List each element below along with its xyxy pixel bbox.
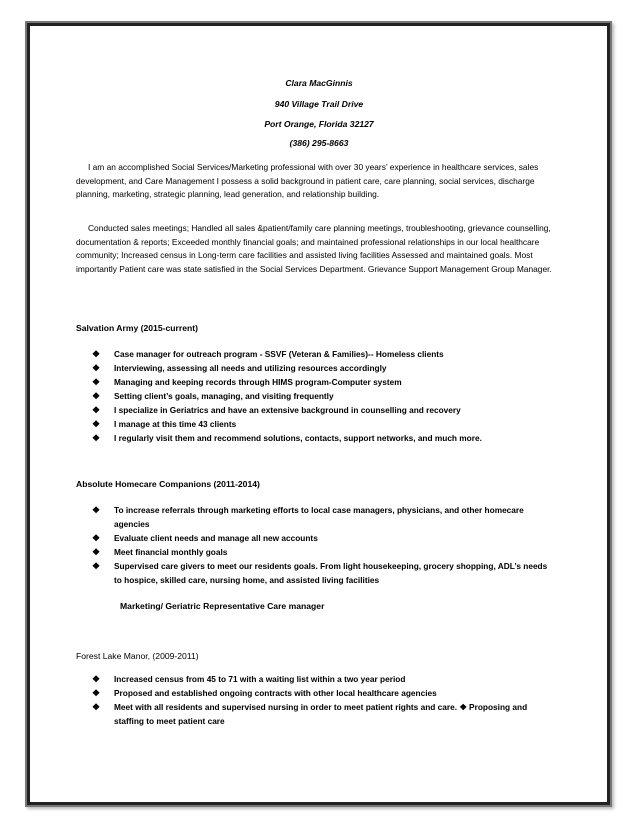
diamond-bullet-icon: ❖ [92, 547, 101, 557]
list-item: ❖ I regularly visit them and recommend solutions, contacts, support networks, and much more. [92, 433, 482, 443]
diamond-bullet-icon: ❖ [92, 377, 101, 387]
diamond-bullet-icon: ❖ [92, 349, 101, 359]
contact-city: Port Orange, Florida 32127 [264, 119, 374, 129]
bullet-list-absolute-homecare [92, 503, 552, 587]
list-item: ❖ Meet with all residents and supervised nursing in order to meet patient rights and care. ❖ Proposing and staffing to meet patient care [92, 702, 528, 726]
diamond-bullet-icon: ❖ [92, 391, 101, 401]
job-title-forest-lake: Forest Lake Manor, (2009-2011) [76, 651, 199, 661]
list-item: ❖ I specialize in Geriatrics and have an extensive background in counselling and recovery [92, 405, 461, 415]
diamond-bullet-icon: ❖ [92, 505, 101, 515]
list-item: ❖ Setting client’s goals, managing, and visiting frequently [92, 391, 334, 401]
diamond-bullet-icon: ❖ [92, 561, 101, 571]
job-title-salvation-army: Salvation Army (2015-current) [76, 323, 198, 333]
diamond-bullet-icon: ❖ [92, 433, 101, 443]
subrole-title: Marketing/ Geriatric Representative Care manager [120, 601, 325, 611]
list-item: ❖ Supervised care givers to meet our residents goals. From light housekeeping, grocery shopping, ADL’s needs to hospice, skilled care, nursing home, and assisted living facilities [92, 561, 548, 585]
summary-paragraph-2: Conducted sales meetings; Handled all sales &patient/family care planning meetings, troubleshooting, grievance counselling, documentation & reports; Exceeded monthly financial goals; and maintained professional relationships in our local healthcare community; Increased census in Long-term care facilities and assisted living facilities Assessed and maintained goals. Most importantly Patient care was state satisfied in the Social Services Department. Grievance Support Management Group Manager. [76, 223, 552, 274]
list-item: ❖ Proposed and established ongoing contracts with other local healthcare agencies [92, 688, 437, 698]
diamond-bullet-icon: ❖ [92, 533, 101, 543]
job-title-absolute-homecare: Absolute Homecare Companions (2011-2014) [76, 479, 260, 489]
diamond-bullet-icon: ❖ [92, 688, 101, 698]
list-item: ❖ Evaluate client needs and manage all new accounts [92, 533, 318, 543]
bullet-list-forest-lake [92, 672, 552, 728]
list-item: ❖ Interviewing, assessing all needs and utilizing resources accordingly [92, 363, 387, 373]
diamond-bullet-icon: ❖ [92, 405, 101, 415]
list-item: ❖ Meet financial monthly goals [92, 547, 228, 557]
summary-paragraph-1: I am an accomplished Social Services/Marketing professional with over 30 years’ experience in healthcare services, sales development, and Care Management I possess a solid background in patient care, care planning, social services, discharge planning, marketing, strategic planning, lead generation, and relationship building. [76, 162, 539, 199]
diamond-bullet-icon: ❖ [92, 702, 101, 712]
bullet-list-salvation-army [92, 347, 552, 445]
contact-name: Clara MacGinnis [285, 78, 353, 88]
contact-address: 940 Village Trail Drive [274, 99, 364, 109]
diamond-bullet-icon: ❖ [92, 674, 101, 684]
diamond-bullet-icon: ❖ [92, 363, 101, 373]
list-item: ❖ To increase referrals through marketing efforts to local case managers, physicians, and other homecare agencies [92, 505, 524, 529]
list-item: ❖ Managing and keeping records through HIMS program-Computer system [92, 377, 402, 387]
contact-phone: (386) 295-8663 [289, 138, 349, 148]
list-item: ❖ Case manager for outreach program - SSVF (Veteran & Families)-- Homeless clients [92, 349, 444, 359]
list-item: ❖ Increased census from 45 to 71 with a waiting list within a two year period [92, 674, 406, 684]
diamond-bullet-icon: ❖ [92, 419, 101, 429]
list-item: ❖ I manage at this time 43 clients [92, 419, 237, 429]
